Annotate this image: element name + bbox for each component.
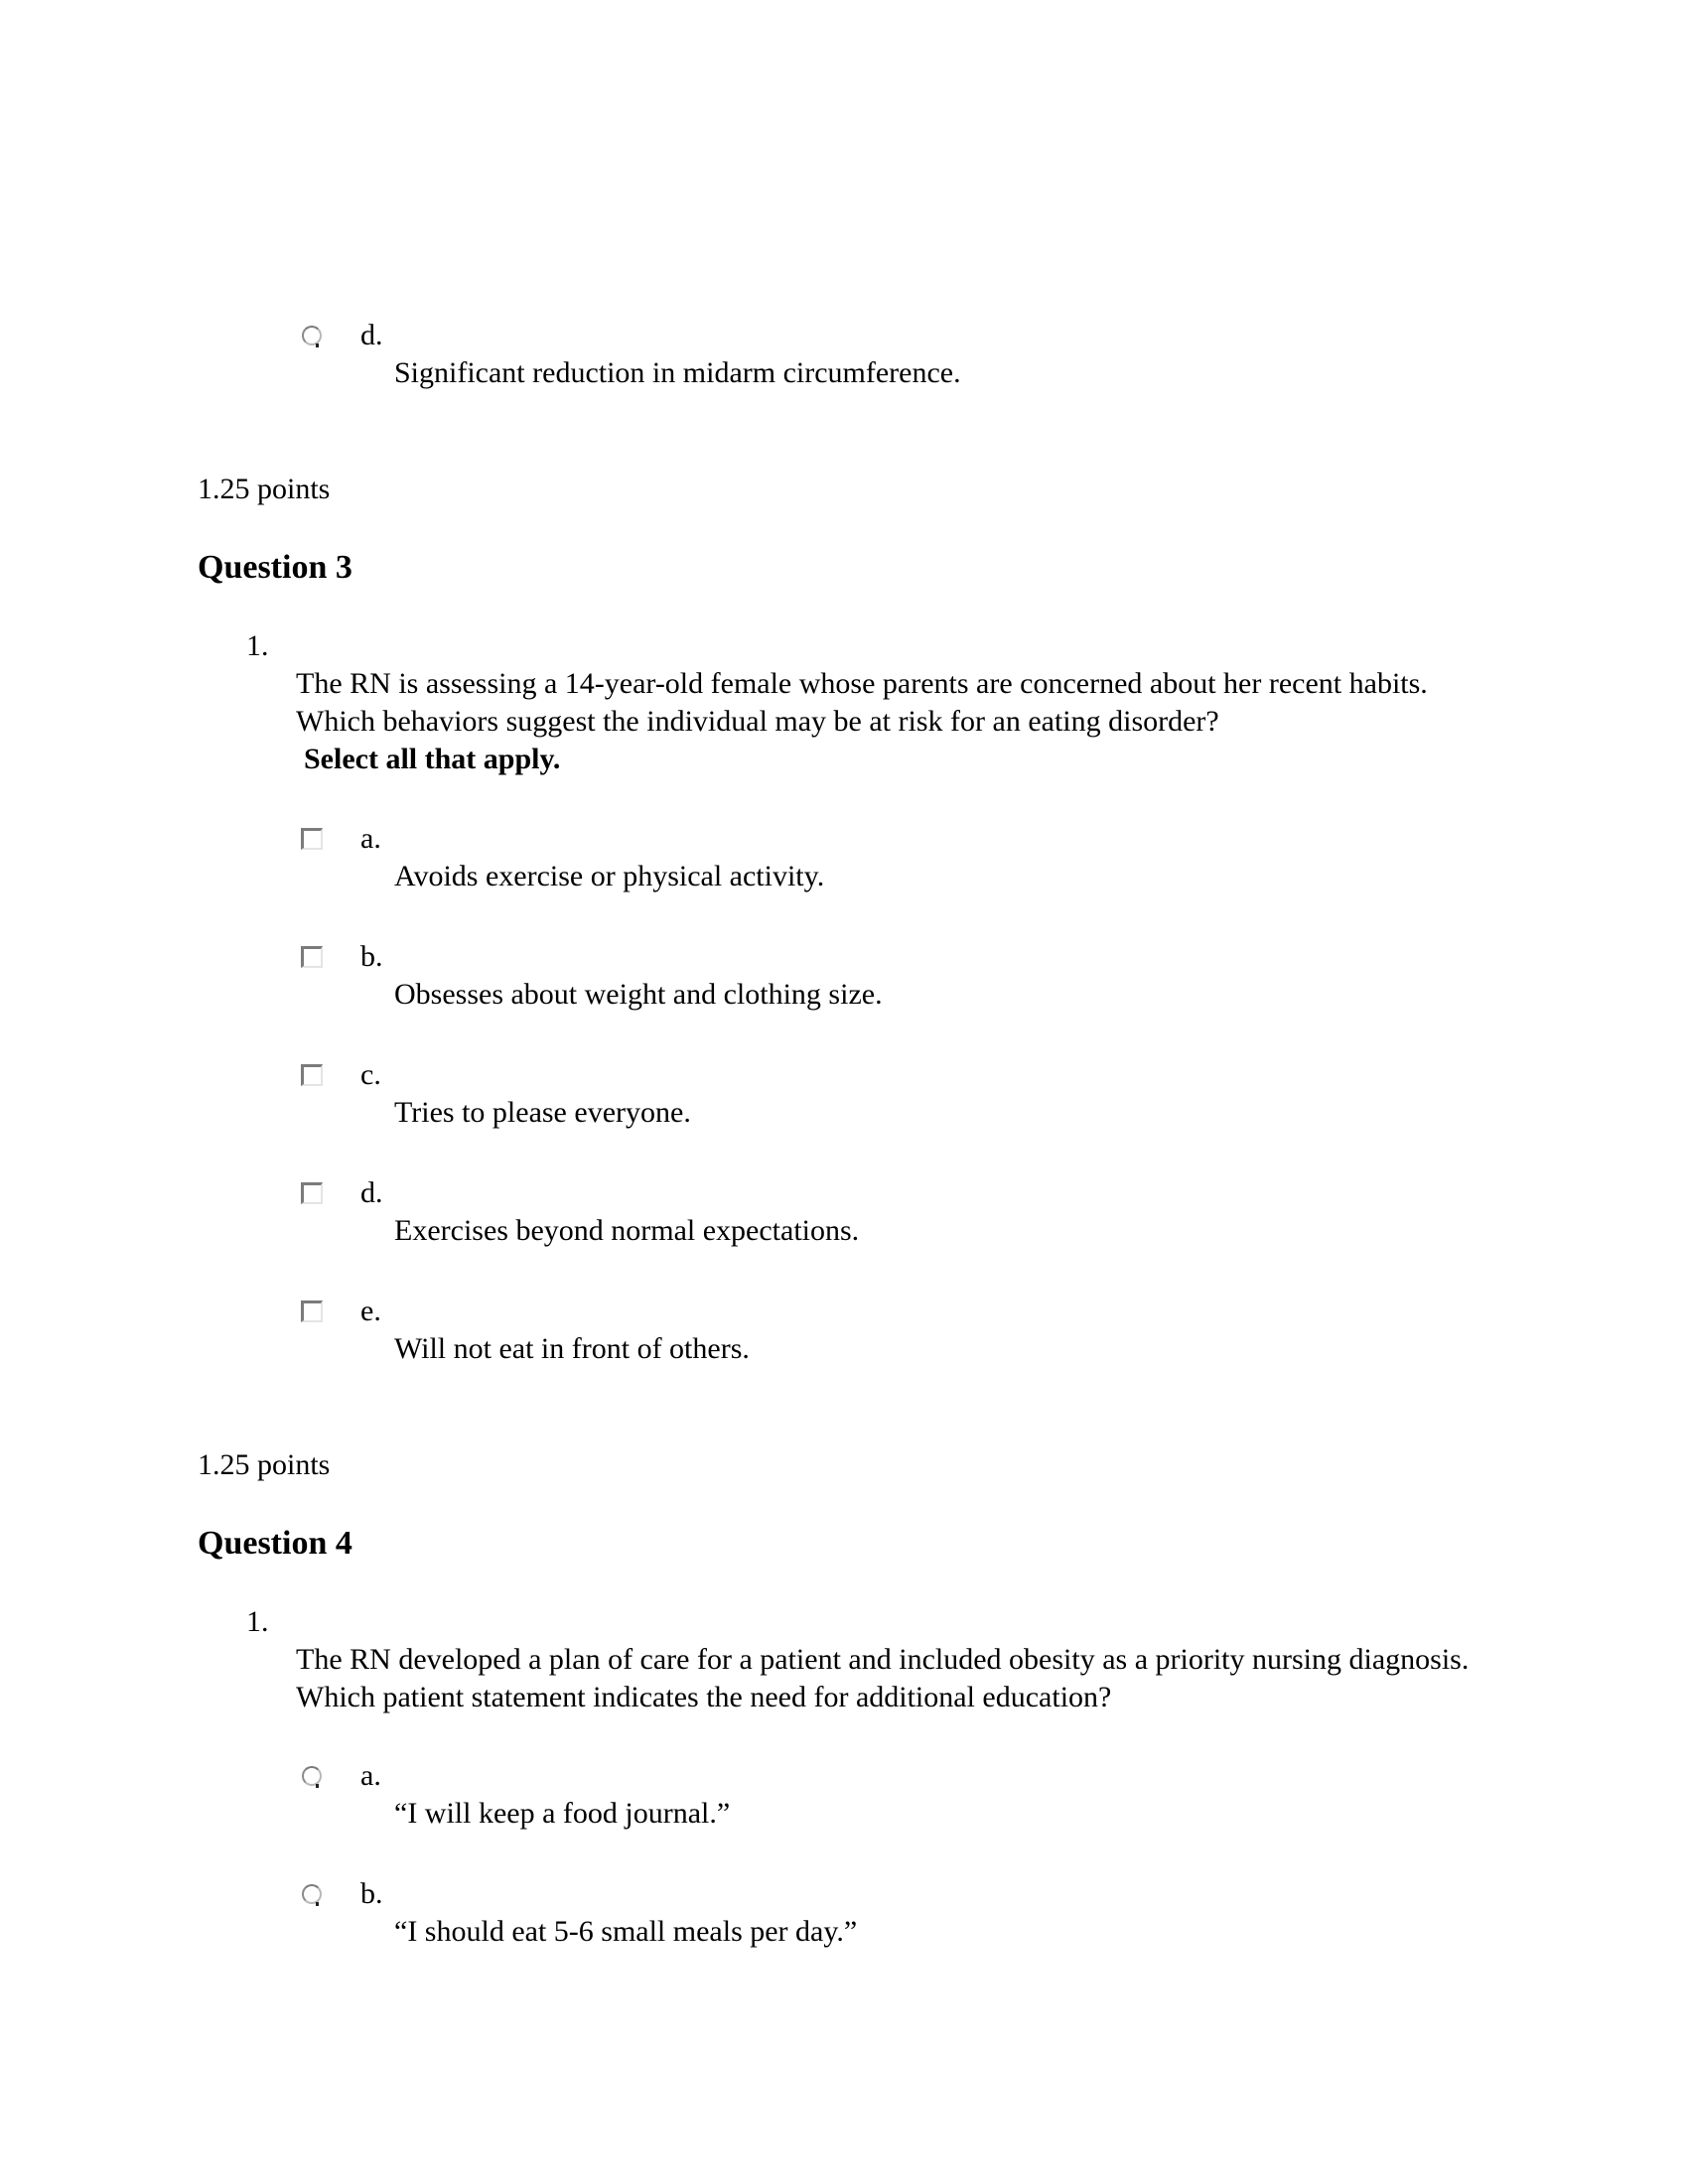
option-text: “I should eat 5-6 small meals per day.” [394, 1915, 858, 1948]
option-label: b. [360, 1877, 383, 1910]
question-points: 1.25 points [198, 473, 331, 505]
option-text: Tries to please everyone. [394, 1096, 691, 1129]
option-label: d. [360, 1176, 383, 1209]
option-label: b. [360, 940, 383, 973]
radio-option-b[interactable] [302, 1884, 322, 1904]
question-text: The RN developed a plan of care for a patient and included obesity as a priority nursing diagnosis. Which patient statement indicates the need for additional education? [296, 1643, 1470, 1713]
checkbox-option-b[interactable] [301, 946, 323, 968]
checkbox-option-a[interactable] [301, 828, 323, 850]
question-prompt: The RN is assessing a 14-year-old female whose parents are concerned about her recent habits. Which behaviors suggest the individual may be at risk for an eating disorder? [296, 667, 1428, 738]
question-title: Question 3 [198, 549, 352, 586]
option-text: “I will keep a food journal.” [394, 1797, 731, 1830]
checkbox-option-d[interactable] [301, 1182, 323, 1204]
option-text: Significant reduction in midarm circumference. [394, 356, 961, 389]
option-label: a. [360, 1759, 381, 1792]
question-points: 1.25 points [198, 1448, 331, 1481]
option-label: e. [360, 1295, 381, 1327]
question-text [296, 665, 1487, 778]
option-label: d. [360, 319, 383, 351]
question-number: 1. [246, 629, 269, 662]
option-text: Obsesses about weight and clothing size. [394, 978, 883, 1011]
question-title: Question 4 [198, 1525, 352, 1562]
option-text: Exercises beyond normal expectations. [394, 1214, 860, 1247]
checkbox-option-c[interactable] [301, 1064, 323, 1086]
question-number: 1. [246, 1605, 269, 1638]
checkbox-option-e[interactable] [301, 1300, 323, 1322]
question-instruction: Select all that apply. [304, 743, 561, 775]
option-label: a. [360, 822, 381, 855]
option-text: Avoids exercise or physical activity. [394, 860, 825, 892]
radio-option-d[interactable] [302, 326, 322, 345]
radio-option-a[interactable] [302, 1766, 322, 1786]
option-label: c. [360, 1058, 381, 1091]
option-text: Will not eat in front of others. [394, 1332, 750, 1365]
